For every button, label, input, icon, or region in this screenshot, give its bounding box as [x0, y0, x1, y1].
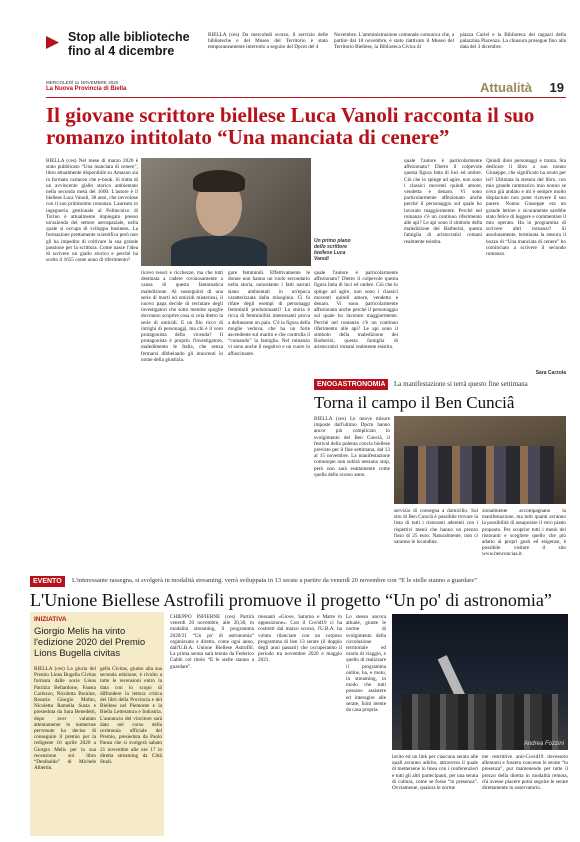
- unione-kicker-sub: L'interessante rassegna, si svolgerà in modalità streaming. verrà sviluppata in 13 serate a partire da venerdì 20 novembre con “E le stelle stanno a guardare”: [72, 577, 478, 584]
- photo-shirt-shape: [171, 236, 267, 266]
- main-col-3: gure femminili. Effettivamente le donne non hanno un ruolo secondario nella storia, nonostante i fatti narrati siano ambientati in un'epoca caratterizzata dalla misoginia. Ci fa rifare degli esempi di personaggi femminili predominanti? La storia è ricca di femminilità interessanti prova a delinearne un paio. C'è la figura della moglie vedova, che ha un forte ascendente sul marito e che controlla il “comando” la famiglia. Nel romanzo vi sono anche il negativo e un cuore in affascinante.: [228, 270, 310, 357]
- main-col-1: BIELLA (ces) Nel mese di marzo 2020 è stato pubblicato “Una manciata di cenere”, libro attualmente disponibile su Amazon sia in formato cartaceo che e-book. Si tratta di un avvincente giallo storico ambientato nella seconda metà del 1600. L'autore è il biellese Luca Vanoli, 30 anni, che ravvolose con il suo primissimo romanzo. Laureato in ingegneria gestionale al Politecnico di Torino è attualmente impiegato presso un'azienda del settore aerospaziale, nella quale si occupa di sviluppo business. La formazione prettamente scientifica però non gli ha impedito di coltivare la sua grande passione per la scrittura. Come nasce l'idea di scrivere un giallo storico e perché ha scelto il 1655 come anno di riferimento?: [46, 158, 138, 264]
- torna-headline: Torna il campo il Ben Cunciâ: [314, 393, 515, 412]
- unione-headline: L'Unione Biellese Astrofili promuove il progetto “Un po' di astronomia”: [30, 590, 552, 610]
- article-signature: Sara Carzola: [535, 370, 566, 376]
- masthead: [46, 80, 566, 98]
- section-title: Attualità: [480, 80, 532, 95]
- main-col-5: Quindi direi personaggi e trama. Sta dedicare il libro a suo nonno Giuseppe, che significato ha avuto per lei? Ultimata la stesura del libro, con mio grande rammarico mio nonno se n'era già andato e mi è sempre molto dispiaciuto non poter ricevere il suo parere. Nonno Giuseppe era un grande lettore e sicuramente sarebbe stato felice di leggere e commentare il mio operato. Ha in programma di scrivere altri romanzi? Si assolutamente, terminata la stesura il bozzo di “Una manciata di cenere” ho cominciato a scrivere il secondo romanzo.: [486, 158, 566, 258]
- teaser-col-3: piazza Curiel e la Biblioteca dei ragazzi della palazzina Piacenza. La chiusura prosegue fino alla data del 3 dicembre.: [460, 32, 566, 51]
- unione-col-1: CHIEPPO INFIERNE (ces) Partirà venerdì 20 novembre, alle 20,30, in modalità streaming, il programma 2020/21 “Un po' di astronomia” organizzato e diretto, come ogni anno, dall'U.B.A. Unione Biellese Astrofili. La prima serata sarà tenuta da Federico Gabbi col titolo “E le stelle stanno a guardare”.: [170, 614, 254, 670]
- main-col-2: ricevo tesori e ricchezze, ma che tutti destinata a cadere rovinosamente a causa di questa fantomatica maledizione. Al susseguirsi di una serie di morti ed omicidi misteriosi, il nuovo papa decide di reclutare degli investigatori che sotto mentite spoglie dovranno scoprire cosa si cela dietro la serie di omicidi. E un filo ricco di intrighi di personaggi, ma chi è il vero protagonista della vicenda? Il protagonista è proprio l'investigatore, maledimento le Italia, che senza fermarsi dibbelando gli innocenti in nome della giustizia.: [141, 270, 223, 363]
- main-headline: Il giovane scrittore biellese Luca Vanoli racconta il suo romanzo intitolato “Una manciata di cenere”: [46, 103, 535, 149]
- photo-hair-shape: [193, 170, 245, 192]
- torna-col-1: BIELLA (ces) Le nuove misure imposte dall'ultimo Dpcm hanno ancor più complicato lo svolgimento del Ben Cunciâ, il festival della polenta concia biellese previsto per il fine settimana, dal 13 al 15 novembre. La manifestazione comunque non subirà nessuno stop, però non sarà esattamente come quella dello scorso anno.: [314, 416, 390, 478]
- masthead-date: MERCOLEDÌ 11 NOVEMBRE 2020: [46, 80, 119, 85]
- unione-col-5: me restrittive anti-Covid19 dovessero allentarsi e fossero concesse le serate “in presenza”, pur mantenendo per tutte il prezzo della diretta in modalità remota, chi avesse piacere potrà seguire le serate direttamente in osservatorio.: [482, 754, 568, 792]
- torna-kicker: ENOGASTRONOMIA: [314, 379, 388, 390]
- torna-col-3: zionalmente accompagnano la manifestazione, ma tutti quanti avranno la possibilità di assaporare il vero piatto proposto. Per scoprire tutti i menù dei ristoranti e scegliere quello che più adatto ai propri gusti ed esigenze, è possibile visitare il sito www.bencunciaa.it.: [482, 508, 566, 558]
- giorgio-col-2: gella Civitas, giunto alla sua seconda edizione, è rivolto a tutte le recensioni entro la data con lo scopo di diffondere la lettura critica dei libri della Provincia e del Biellese nel Piemonte e la Biella Letteratura e Industria. L'annuncio del vincitore sarà dato nel corso della cerimonia ufficiale del Premio, presieduta da Paolo Pansa che si svolgerà sabato 21 novembre alle ore 17 in diretta streaming da Città Studi.: [100, 666, 162, 766]
- giorgio-col-1: BIELLA (ces) La giuria del Premio Lions Bugella Civitas formata dalle socie Lions Patrizia Bellardone, Fausta Carluzzo, Nicoletta Boraine, Rosaria Giorgio Molho, Nicoletta Ramella Susta e presieduta da Sara Benedetti, dopo aver valutato attentamente le numerose pervenute ha deciso di conseguire il premio per la redigente 16 aprile 2020 a Giorgio Melis per la sua recensione sul libro “Denibaldo” di Michele Albertin.: [34, 666, 96, 772]
- page-number: 19: [549, 80, 564, 95]
- astronomy-photo: [392, 614, 568, 750]
- photo-people-group: [404, 446, 554, 504]
- main-col-4-top: quale l'autore è particolarmente affezionato? Dietro il colpevole questa figura fatta di luci ed ombre. Ciò che lo spinge ad agire, non sono i classici moventi quindi amore, vendetta e denaro. Vi sono particolarmente affezionato anche perché il personaggio sul quale ho lavorato maggiormente. Perché nel romanzo c'è un continuo riferimento alle api? Le api sono il simbolo della maledizione dei Barberini, questa famiglia di aristocratici romani realmente esistita.: [404, 158, 482, 245]
- torna-kicker-bar: [314, 379, 566, 390]
- teaser-marker-icon: [46, 36, 59, 49]
- photo-credit: Andrea Fozzini: [523, 741, 564, 747]
- masthead-paper: La Nuova Provincia di Biella: [46, 86, 127, 92]
- main-col-4: quale l'autore è particolarmente affezionato? Dietro il colpevole questa figura fatta di luci ed ombre. Ciò che lo spinge ad agire, non sono i classici moventi quindi amore, vendetta e denaro. Vi sono particolarmente affezionato anche perché il personaggio sul quale ho lavorato maggiormente. Perché nel romanzo c'è un continuo riferimento alle api? Le api sono il simbolo della maledizione dei Barberini, questa famiglia di aristocratici romani realmente esistita.: [314, 270, 398, 351]
- teaser-col-1: BIELLA (ces) Da mercoledì scorso, il servizio delle biblioteche e del Museo del Territorio è stato temporaneamente interrotto a seguito del Dpcm del 4: [208, 32, 328, 51]
- unione-kicker-bar: [30, 576, 570, 587]
- top-teaser: [46, 30, 566, 78]
- unione-col-2: tressanti «Giove, Saturno e Marte in opposizione». Con il Covid19 ci ha costretti dal marzo scorso, l'U.B.A. ha voluto rilanciare con un corposo programma di ben 13 serate (il doppio degli anni passati) che occuperanno il periodo tra novembre 2020 e maggio 2021.: [258, 614, 342, 664]
- teaser-col-2: Novembre. L'amministrazione comunale comunica che, a partire dal 18 novembre, è stato riattivato il Museo del Territorio Biellese, la Biblioteca Civica di: [334, 32, 454, 51]
- unione-kicker: EVENTO: [30, 576, 65, 587]
- giorgio-kicker: INIZIATIVA: [34, 616, 67, 623]
- author-photo: [141, 158, 311, 266]
- ben-cuncia-photo: [394, 416, 566, 504]
- photo-caption: Un primo piano dello scrittore biellese Luca Vanoli: [314, 238, 351, 262]
- torna-col-2: servizio di consegna a domicilio. Sul sito di Ben Cunciâ è possibile trovare la lista di tutti i ristoranti aderenti con i rispettivi menù che hanno un prezzo fisso di 25 euro. Naturalmente, non ci saranno le locandine.: [394, 508, 478, 546]
- unione-col-4: lavito ed un link per ciascuna serata alle quali avranno adirito, attraverso il quale di mettersene lo linea con i conferenzieri e tutti gli altri partecipanti, per una serata di cultura, come se fosse “in presenza”. Ovviamente, qualora le norme: [392, 754, 478, 792]
- giorgio-headline: Giorgio Melis ha vinto l'edizione 2020 del Premio Lions Bugella civitas: [34, 626, 146, 659]
- teaser-title: Stop alle biblioteche fino al 4 dicembre: [68, 30, 190, 58]
- torna-kicker-sub: La manifestazione si terrà questo fine settimana: [394, 380, 528, 388]
- unione-col-3: Lo stesso ancora attuale, giunte le norme di svolgimento della circolazione territoriale ed orario di viaggio, e quello di realizzare il programma online, ha, e motu, in streaming, in modo che tutti possano assistere ed interagire alle serate, fuiiti mente da casa propria.: [346, 614, 386, 714]
